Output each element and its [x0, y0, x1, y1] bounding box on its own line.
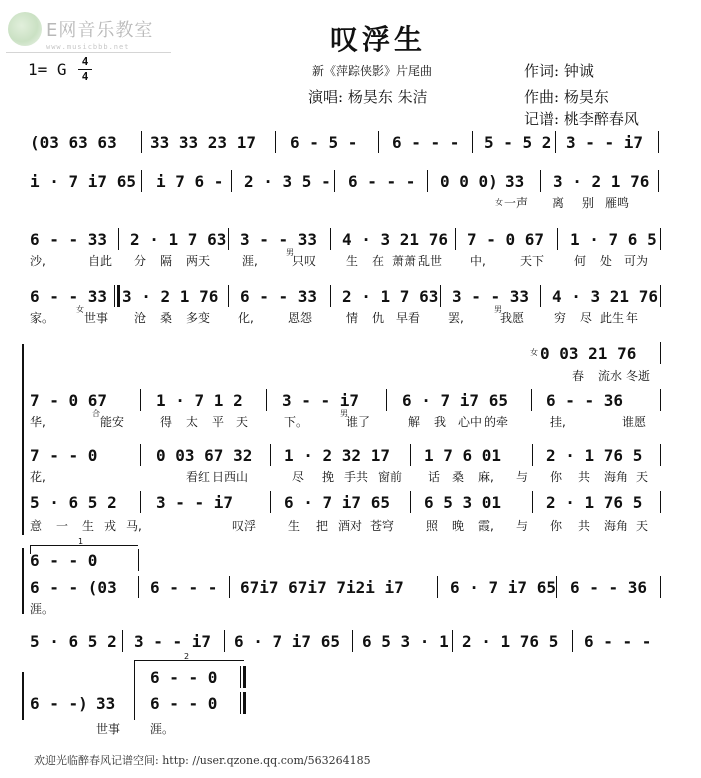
measure: 7 - - 0: [30, 446, 98, 465]
notation-row-9: [0, 576, 701, 600]
lyric: 手共: [344, 470, 369, 484]
lyric: 一声: [504, 196, 529, 210]
measure: 33 33 23 17: [150, 133, 256, 152]
barline: [660, 444, 661, 466]
footer-credit: 欢迎光临醉春风记谱空间: http: //user.qzone.qq.com/563264185: [34, 754, 371, 767]
lyric: 照: [426, 519, 439, 533]
lyric: 处: [600, 254, 613, 268]
lyric: 尽: [580, 311, 593, 325]
barline: [122, 630, 123, 652]
first-ending-number: 1: [78, 537, 84, 546]
measure: (03 63 63: [30, 133, 117, 152]
time-signature: [78, 56, 92, 83]
notation-row-1: [0, 131, 701, 155]
lyric: 家。: [30, 311, 55, 325]
lyric: 别: [582, 196, 595, 210]
voice-mark-male: 男: [286, 248, 294, 257]
barline: [138, 549, 139, 571]
barline: [531, 389, 532, 411]
lyric: 海角: [604, 519, 629, 533]
lyric: 谁愿: [622, 415, 647, 429]
lyric: 霞,: [478, 519, 494, 533]
measure: 3 · 2 1 76: [122, 287, 219, 306]
barline: [660, 491, 661, 513]
lyric: 我愿: [500, 311, 525, 325]
lyric: 把: [316, 519, 329, 533]
measure: 3 · 2 1 76: [553, 172, 650, 191]
measure: 5 · 6 5 2: [30, 493, 117, 512]
lyric: 桑: [452, 470, 465, 484]
measure: 6 - 5 -: [290, 133, 358, 152]
lyric: 心中: [458, 415, 483, 429]
barline: [410, 444, 411, 466]
measure: 4 · 3 21 76: [552, 287, 658, 306]
lyric: 看红: [186, 470, 211, 484]
voice-mark-female: 女: [495, 198, 503, 207]
measure: 0 03 67 32: [156, 446, 253, 465]
measure: 6 - - 0: [150, 668, 218, 687]
lyric: 何: [574, 254, 587, 268]
lyric: 世事: [84, 311, 109, 325]
lyric: 麻,: [478, 470, 494, 484]
barline: [134, 692, 135, 714]
lyric: 共: [578, 470, 591, 484]
lyric: 多变: [186, 311, 211, 325]
final-barline-thick: [243, 666, 246, 688]
measure: 6 - - -: [348, 172, 416, 191]
measure: 6 - - 0: [30, 551, 98, 570]
lyric: 化,: [238, 311, 254, 325]
lyric: 你: [550, 519, 563, 533]
measure: 6 - -): [30, 694, 88, 713]
lyric: 分: [134, 254, 147, 268]
measure: 2 · 1 7 63: [342, 287, 439, 306]
lyric: 涯。: [150, 722, 175, 736]
lyric: 中,: [470, 254, 486, 268]
lyric: 可为: [624, 254, 649, 268]
lyric: 解: [408, 415, 421, 429]
lyric: 早看: [396, 311, 421, 325]
lyric: 自此: [88, 254, 113, 268]
measure: 6 · 7 i7 65: [450, 578, 556, 597]
lyric-row-12: [0, 719, 701, 737]
lyric: 晚: [452, 519, 465, 533]
notation-row-5-upper: [0, 342, 701, 366]
barline: [140, 444, 141, 466]
barline: [118, 228, 119, 250]
measure: 3 - - i7: [282, 391, 360, 410]
lyric: 春: [572, 369, 585, 383]
barline: [455, 228, 456, 250]
lyric: 天: [636, 470, 649, 484]
barline: [555, 131, 556, 153]
key-signature: 1= G: [28, 60, 67, 79]
final-barline: [240, 666, 241, 688]
lyric: 下。: [284, 415, 309, 429]
measure: 6 - - 36: [570, 578, 648, 597]
lyric: 生: [346, 254, 359, 268]
barline: [557, 228, 558, 250]
lyric: 天下: [520, 254, 545, 268]
barline: [140, 491, 141, 513]
measure: 1 · 7 1 2: [156, 391, 243, 410]
barline: [658, 131, 659, 153]
measure: 2 · 3 5 -: [244, 172, 331, 191]
barline: [660, 389, 661, 411]
measure: 67i7 67i7 7i2i i7: [240, 578, 404, 597]
lyric: 叹浮: [232, 519, 257, 533]
barline: [334, 170, 335, 192]
lyric: 世事: [96, 722, 121, 736]
lyric: 沙,: [30, 254, 46, 268]
measure: 7 - 0 67: [30, 391, 108, 410]
measure: 3 - - 33: [240, 230, 318, 249]
final-barline-thick: [243, 692, 246, 714]
lyric: 共: [578, 519, 591, 533]
lyric: 离: [552, 196, 565, 210]
lyric: 酒对: [338, 519, 363, 533]
barline: [532, 491, 533, 513]
notation-row-3: [0, 228, 701, 252]
transcriber-credit: 记谱: 桃李醉春风: [524, 110, 639, 128]
lyric: 仇: [372, 311, 385, 325]
measure: 6 - - 0: [150, 694, 218, 713]
measure: 3 - - i7: [134, 632, 212, 651]
lyric: 恩怨: [288, 311, 313, 325]
measure: 2 · 1 76 5: [462, 632, 559, 651]
barline: [427, 170, 428, 192]
lyric: 生: [288, 519, 301, 533]
lyric-row-9: [0, 599, 701, 617]
song-title: 叹浮生: [330, 23, 427, 56]
lyric: 冬逝: [626, 369, 651, 383]
voice-mark-male: 男: [340, 409, 348, 418]
barline: [275, 131, 276, 153]
lyric: 得: [160, 415, 173, 429]
lyric: 天: [636, 519, 649, 533]
barline: [231, 170, 232, 192]
lyric: 与: [516, 519, 529, 533]
lyric: 雁鸣: [605, 196, 630, 210]
lyric: 你: [550, 470, 563, 484]
repeat-barline: [114, 285, 115, 307]
barline: [270, 491, 271, 513]
barline: [440, 285, 441, 307]
song-subtitle: 新《萍踪侠影》片尾曲: [312, 64, 433, 78]
measure: 6 - - 33: [240, 287, 318, 306]
lyric: 日西山: [212, 470, 249, 484]
repeat-barline-thick: [117, 285, 120, 307]
barline: [141, 170, 142, 192]
lyricist-credit: 作词: 钟诚: [524, 62, 594, 80]
lyric: 太: [186, 415, 199, 429]
lyric-row-2: [0, 193, 701, 211]
logo-icon: [8, 12, 42, 46]
measure: i 7 6 -: [156, 172, 224, 191]
lyric: 海角: [604, 470, 629, 484]
lyric-row-5: [0, 409, 701, 430]
watermark-divider: [6, 52, 171, 53]
lyric: 乱世: [418, 254, 443, 268]
measure: 3 - - 33: [452, 287, 530, 306]
notation-row-11: [0, 666, 701, 690]
measure: 1 · 2 32 17: [284, 446, 390, 465]
barline: [410, 491, 411, 513]
lyric: 在: [372, 254, 385, 268]
barline: [572, 630, 573, 652]
measure: 5 - 5 2: [484, 133, 552, 152]
barline: [378, 131, 379, 153]
lyric: 苍穹: [370, 519, 395, 533]
lyric: 意: [30, 519, 43, 533]
barline: [141, 131, 142, 153]
lyric: 罢,: [448, 311, 464, 325]
lyric: 谁了: [346, 415, 371, 429]
lyric: 窗前: [378, 470, 403, 484]
watermark-url: www.musicbbb.net: [46, 43, 130, 51]
lyric-row-7: [0, 516, 701, 534]
barline: [540, 170, 541, 192]
measure: 6 · 7 i7 65: [402, 391, 508, 410]
measure: 2 · 1 76 5: [546, 493, 643, 512]
lyric-row-5-upper: [0, 366, 701, 384]
lyric: 话: [428, 470, 441, 484]
lyric: 萧萧: [392, 254, 417, 268]
barline: [228, 285, 229, 307]
measure: 6 5 3 01: [424, 493, 502, 512]
measure: 5 · 6 5 2: [30, 632, 117, 651]
voice-mark-female: 女: [530, 348, 538, 357]
lyric: 穷: [554, 311, 567, 325]
lyric: 华,: [30, 415, 46, 429]
lyric: 花,: [30, 470, 46, 484]
measure: 6 - - 33: [30, 287, 108, 306]
lyric: 隔: [160, 254, 173, 268]
second-ending-number: 2: [184, 652, 190, 661]
lyric: 戎: [104, 519, 117, 533]
barline: [660, 285, 661, 307]
measure: 0 03 21 76: [540, 344, 637, 363]
barline: [437, 576, 438, 598]
measure: 6 5 3 · 1: [362, 632, 449, 651]
measure: 6 - - 33: [30, 230, 108, 249]
lyric: 情: [346, 311, 359, 325]
notation-row-5: [0, 389, 701, 413]
barline: [660, 342, 661, 364]
barline: [224, 630, 225, 652]
notation-row-4: [0, 285, 701, 309]
barline: [660, 228, 661, 250]
barline: [228, 228, 229, 250]
lyric: 此生: [600, 311, 625, 325]
singers-credit: 演唱: 杨昊东 朱洁: [308, 88, 428, 106]
lyric: 能安: [100, 415, 125, 429]
notation-row-10: [0, 630, 701, 654]
lyric: 沧: [134, 311, 147, 325]
measure: 6 - - (03: [30, 578, 117, 597]
lyric: 只叹: [292, 254, 317, 268]
barline: [330, 228, 331, 250]
composer-credit: 作曲: 杨昊东: [524, 88, 609, 106]
measure: 3 - - i7: [156, 493, 234, 512]
lyric: 两天: [186, 254, 211, 268]
lyric: 涯,: [242, 254, 258, 268]
barline: [270, 444, 271, 466]
lyric: 天: [236, 415, 249, 429]
lyric: 平: [212, 415, 225, 429]
lyric-row-3: [0, 248, 701, 269]
barline: [229, 576, 230, 598]
measure: i · 7 i7 65: [30, 172, 136, 191]
barline: [660, 576, 661, 598]
lyric: 马,: [126, 519, 142, 533]
barline: [266, 389, 267, 411]
lyric: 年: [626, 311, 639, 325]
notation-row-12: [0, 692, 701, 716]
lyric: 一: [56, 519, 69, 533]
lyric: 与: [516, 470, 529, 484]
measure: 1 7 6 01: [424, 446, 502, 465]
lyric: 桑: [160, 311, 173, 325]
lyric-row-4: [0, 305, 701, 326]
measure: 33: [96, 694, 116, 713]
measure: 6 · 7 i7 65: [284, 493, 390, 512]
measure: 33: [505, 172, 525, 191]
voice-mark-chorus: 合: [92, 409, 100, 418]
lyric: 挽: [322, 470, 335, 484]
time-signature-top: 4: [81, 55, 89, 68]
barline: [556, 576, 557, 598]
watermark-brand: E网音乐教室: [46, 20, 154, 41]
barline: [140, 389, 141, 411]
lyric: 生: [82, 519, 95, 533]
measure: 2 · 1 76 5: [546, 446, 643, 465]
measure: 6 - - 36: [546, 391, 624, 410]
lyric: 尽: [292, 470, 305, 484]
notation-row-7: [0, 491, 701, 515]
measure: 0 0 0): [440, 172, 498, 191]
time-signature-bottom: 4: [81, 70, 89, 83]
measure: 7 - 0 67: [467, 230, 545, 249]
barline: [330, 285, 331, 307]
barline: [658, 170, 659, 192]
barline: [532, 444, 533, 466]
voice-mark-female: 女: [76, 305, 84, 314]
measure: 6 - - -: [584, 632, 652, 651]
barline: [138, 576, 139, 598]
barline: [472, 131, 473, 153]
lyric: 挂,: [550, 415, 566, 429]
lyric: 我: [434, 415, 447, 429]
measure: 4 · 3 21 76: [342, 230, 448, 249]
barline: [452, 630, 453, 652]
barline: [386, 389, 387, 411]
notation-row-2: [0, 170, 701, 194]
watermark-logo: [6, 10, 176, 56]
barline: [540, 285, 541, 307]
lyric: 的牵: [484, 415, 509, 429]
measure: 3 - - i7: [566, 133, 644, 152]
barline: [352, 630, 353, 652]
lyric-row-6: [0, 467, 701, 485]
final-barline: [240, 692, 241, 714]
notation-row-6: [0, 444, 701, 468]
voice-mark-male: 男: [494, 305, 502, 314]
measure: 6 · 7 i7 65: [234, 632, 340, 651]
lyric: 流水: [598, 369, 623, 383]
lyric: 涯。: [30, 602, 55, 616]
measure: 6 - - -: [392, 133, 460, 152]
measure: 6 - - -: [150, 578, 218, 597]
measure: 1 · 7 6 5: [570, 230, 657, 249]
measure: 2 · 1 7 63: [130, 230, 227, 249]
notation-row-8: [0, 549, 701, 573]
